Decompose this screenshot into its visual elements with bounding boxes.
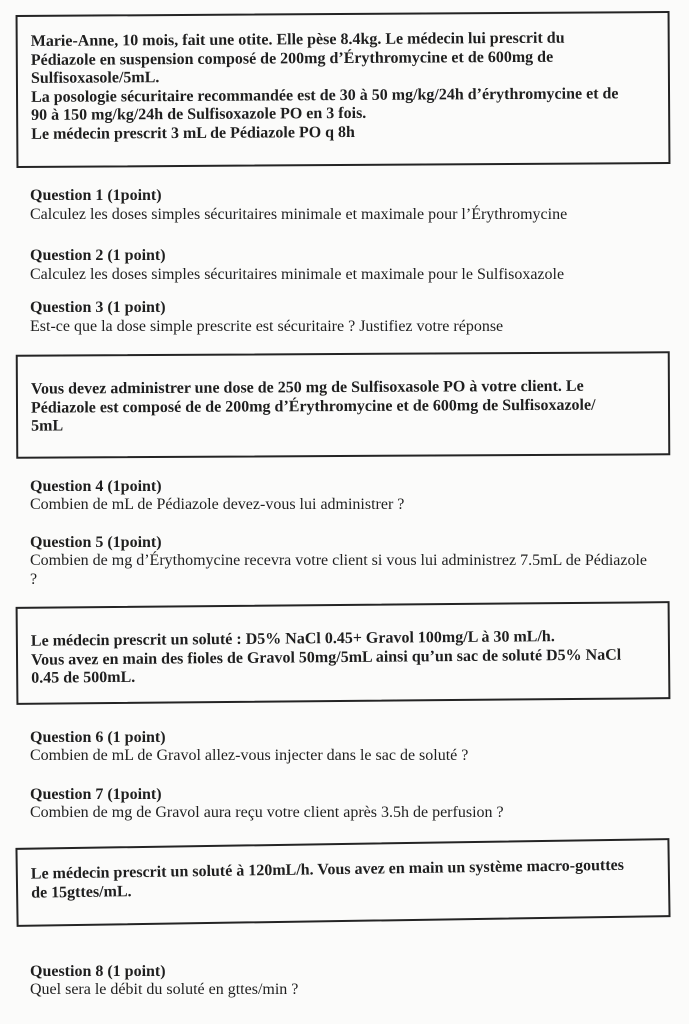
question-heading: Question 8 (1 point) xyxy=(30,962,166,980)
question-heading: Question 6 (1 point) xyxy=(30,728,166,746)
box-text-line: 0.45 de 500mL. xyxy=(31,668,136,687)
box-text-line: Pédiazole est composé de de 200mg d’Érythromycine et de 600mg de Sulfisoxazole/ xyxy=(30,396,596,417)
question-block-1 xyxy=(30,187,672,224)
box-text-line: Le médecin prescrit un soluté : D5% NaCl 0.45+ Gravol 100mg/L à 30 mL/h. xyxy=(30,628,555,650)
box-text-line: Sulfisoxasole/5mL. xyxy=(30,69,160,87)
box-text-line: Vous avez en main des fioles de Gravol 50mg/5mL ainsi qu’un sac de soluté D5% NaCl xyxy=(30,646,622,669)
question-heading: Question 7 (1point) xyxy=(30,785,162,803)
box-text-line: 5mL xyxy=(31,417,64,435)
question-block-6 xyxy=(30,729,672,766)
case-info-box-3 xyxy=(16,601,671,704)
question-text: Est-ce que la dose simple prescrite est sécuritaire ? Justifiez votre réponse xyxy=(30,317,504,335)
question-block-2 xyxy=(30,247,672,284)
question-block-5 xyxy=(30,534,672,590)
question-text: Calculez les doses simples sécuritaires minimale et maximale pour le Sulfisoxazole xyxy=(30,265,565,283)
question-text: Calculez les doses simples sécuritaires minimale et maximale pour l’Érythromycine xyxy=(30,205,568,223)
box-text-line: 90 à 150 mg/kg/24h de Sulfisoxazole PO en 3 fois. xyxy=(31,104,367,124)
question-heading: Question 2 (1 point) xyxy=(30,247,166,264)
question-text: Combien de mg de Gravol aura reçu votre client après 3.5h de perfusion ? xyxy=(30,804,504,821)
box-text-line: Pédiazole en suspension composé de 200mg d’Érythromycine et de 600mg de xyxy=(30,48,554,69)
question-block-4 xyxy=(30,478,672,515)
question-text: Quel sera le débit du soluté en gttes/min ? xyxy=(30,981,299,998)
question-heading: Question 4 (1point) xyxy=(30,477,162,495)
question-heading: Question 5 (1point) xyxy=(30,533,162,551)
question-text: Combien de mL de Pédiazole devez-vous lui administrer ? xyxy=(30,496,405,513)
box-text-line: Le médecin prescrit un soluté à 120mL/h. Vous avez en main un système macro-gouttes xyxy=(30,856,625,883)
question-block-3 xyxy=(30,299,672,336)
box-text-line: La posologie sécuritaire recommandée est de 30 à 50 mg/kg/24h d’érythromycine et de xyxy=(30,84,619,106)
case-info-box-2 xyxy=(16,351,671,458)
question-block-8 xyxy=(30,963,672,1000)
question-block-7 xyxy=(30,786,672,823)
box-text-line: Le médecin prescrit 3 mL de Pédiazole PO q 8h xyxy=(31,123,355,143)
question-heading: Question 3 (1 point) xyxy=(30,299,166,316)
case-info-box-4 xyxy=(15,838,670,927)
box-text-line: de 15gttes/mL. xyxy=(30,882,132,901)
case-info-box-1 xyxy=(16,11,671,168)
question-text: Combien de mL de Gravol allez-vous injecter dans le sac de soluté ? xyxy=(30,747,469,764)
question-text: Combien de mg d’Érythomycine recevra votre client si vous lui administrez 7.5mL de Pédiazole ? xyxy=(30,552,648,588)
box-text-line: Vous devez administrer une dose de 250 mg de Sulfisoxasole PO à votre client. Le xyxy=(30,377,584,398)
box-text-line: Marie-Anne, 10 mois, fait une otite. Elle pèse 8.4kg. Le médecin lui prescrit du xyxy=(30,29,565,50)
question-heading: Question 1 (1point) xyxy=(30,187,162,204)
